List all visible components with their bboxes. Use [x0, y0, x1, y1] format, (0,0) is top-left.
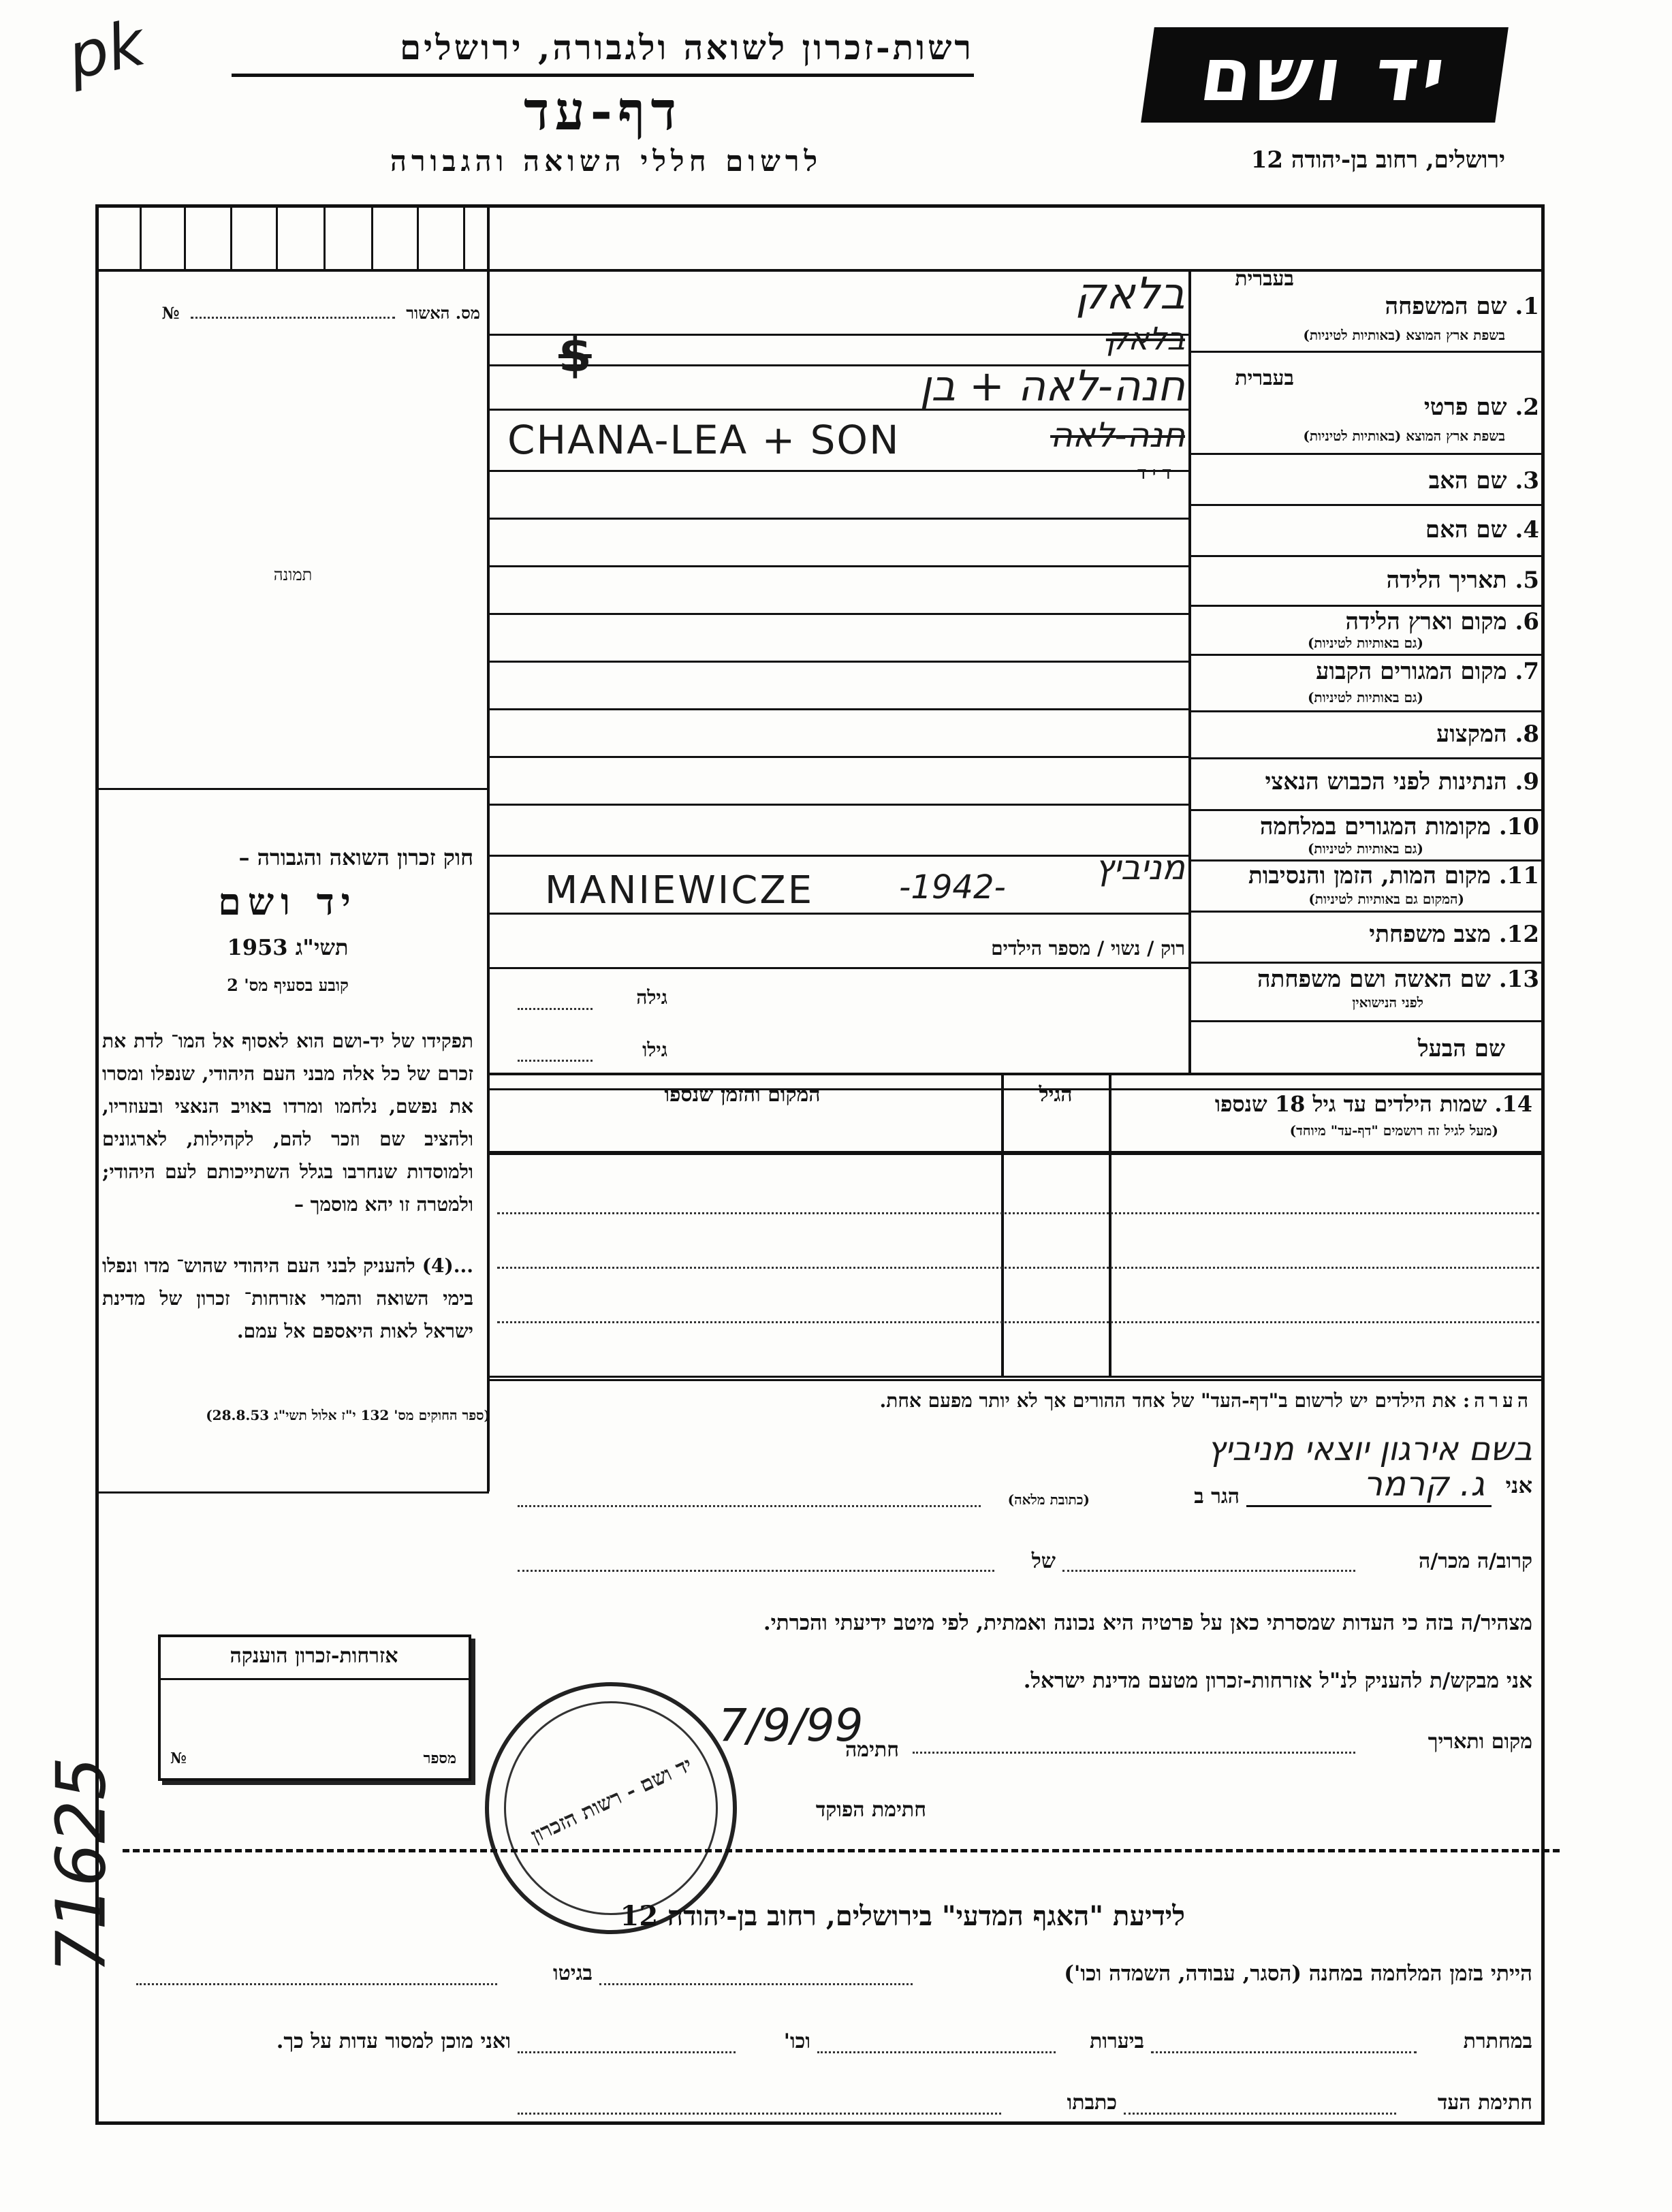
- field-1-label: 1. שם המשפחה: [1385, 293, 1539, 320]
- citizenship-box: [158, 1634, 471, 1781]
- logo: [1141, 27, 1509, 123]
- full-address-label: (כתובת מלאה): [1007, 1491, 1090, 1508]
- field-8-label: 8. המקצוע: [1436, 721, 1539, 748]
- signature-label: חתימה: [845, 1738, 899, 1762]
- handwritten-note: בשם אירגון יוצאי מניביץ: [1207, 1430, 1532, 1468]
- header-underline: [232, 74, 974, 77]
- underground-label: במחתרת: [1463, 2029, 1532, 2053]
- value-death-year: -1942-: [899, 868, 1006, 906]
- value-death-hebrew: מניביץ: [1094, 848, 1185, 887]
- cert-number-label: [109, 303, 480, 323]
- witness-address-label: כתבתו: [1067, 2091, 1117, 2115]
- ready-text: ואני מוכן למסור עדות על כך.: [276, 2029, 511, 2053]
- field-10-label: 10. מקומות המגורים במלחמה: [1259, 813, 1539, 840]
- law-ref: (ספר החוקים מס' 132 י"ז אלול תשי"ג 28.8.53): [206, 1407, 490, 1423]
- camp-text: הייתי בזמן המלחמה במחנה (הסגר, עבודה, השמדה וכו'): [1064, 1961, 1532, 1986]
- official-stamp: [485, 1682, 737, 1934]
- field-3-label: 3. שם האב: [1428, 467, 1539, 494]
- field-1-sub: בשפת ארץ המוצא (באותיות לטיניות): [1303, 327, 1505, 343]
- address: ירושלים, רחוב בן-יהודה 12: [1250, 146, 1505, 174]
- of-label: של: [1031, 1549, 1056, 1573]
- scribble-mark: $: [558, 327, 592, 383]
- official-signature-label: חתימת הפוקד: [815, 1798, 926, 1822]
- form-subtitle: לרשום חללי השואה והגבורה: [390, 144, 823, 178]
- law-clause: קובע בסעיף מס' 2: [227, 975, 349, 995]
- witness-signature-label: חתימת העד: [1437, 2091, 1532, 2115]
- corner-mark: pk: [61, 6, 151, 94]
- field-2-sub: בשפת ארץ המוצא (באותיות לטיניות): [1303, 428, 1505, 444]
- field-14-label: 14. שמות הילדים עד גיל 18 שנספו: [1214, 1091, 1532, 1117]
- field-14-sub: (מעל לגיל זה רושמים "דף-עד" מיוחד): [1289, 1122, 1498, 1139]
- marital-options: רוק / נשוי / מספר הילדים: [991, 937, 1185, 960]
- side-number: 71625: [41, 1756, 121, 1974]
- logo-text: יד ושם: [1195, 32, 1455, 118]
- value-family-hebrew: בלאק: [1075, 269, 1185, 319]
- note: הערה: את הילדים יש לרשום ב"דף-העד" של אחד ההורים אך לא יותר מפעם אחת.: [879, 1389, 1532, 1412]
- law-title: חוק זכרון השואה והגבורה –: [238, 844, 473, 870]
- box-title: אזרחות-זכרון הוענקה: [230, 1644, 398, 1668]
- value-first-small: ד י ד: [1137, 463, 1171, 484]
- form-title: דף-עד: [524, 80, 682, 142]
- field-5-label: 5. תאריך הלידה: [1386, 567, 1539, 594]
- declarant-row: אני: [1505, 1472, 1532, 1498]
- field-7-label: 7. מקום המגורים הקבוע: [1316, 658, 1539, 685]
- authority-name: רשות-זכרון לשואה ולגבורה, ירושלים: [399, 27, 974, 67]
- stamp-text: יד ושם - רשות הזכרון: [527, 1752, 696, 1848]
- declarant-name: ג. קרמר: [1363, 1464, 1485, 1504]
- husband-label: שם הבעל: [1417, 1035, 1505, 1062]
- field-12-label: 12. מצב משפחתי: [1369, 921, 1539, 948]
- date-value: 7/9/99: [719, 1699, 864, 1752]
- photo-label: תמונה: [273, 565, 313, 584]
- lang-hebrew-2: בעברית: [1235, 366, 1294, 390]
- field-6-label: 6. מקום וארץ הלידה: [1345, 608, 1539, 635]
- field-10-sub: (גם באותיות לטיניות): [1307, 840, 1423, 857]
- col-place: המקום והזמן שנספו: [664, 1083, 821, 1107]
- law-year: תשי"ג 1953: [227, 934, 349, 960]
- law-text-2: ...(4) להעניק לבני העם היהודי שהוש־ מדו ונפלו בימי השואה והמרי אזרחות־ זכרון של מדינת ישראל לאות היאספם אל עמם.: [102, 1254, 473, 1342]
- field-4-label: 4. שם האם: [1425, 516, 1539, 543]
- etc-label: וכו': [783, 2029, 810, 2053]
- lang-hebrew-1: בעברית: [1235, 267, 1294, 291]
- forests-label: ביערות: [1089, 2029, 1144, 2053]
- husband-age-label: גילו: [642, 1039, 667, 1061]
- separator: [123, 1849, 1560, 1852]
- field-13-sub: לפני הנישואין: [1352, 994, 1423, 1011]
- value-first-latin: CHANA-LEA + SON: [507, 417, 900, 463]
- field-11-sub: (המקום גם באותיות לטיניות): [1308, 891, 1464, 907]
- law-org: יד ושם: [218, 880, 358, 923]
- field-6-sub: (גם באותיות לטיניות): [1307, 635, 1423, 651]
- no-sign: №: [161, 303, 180, 323]
- place-date-label: מקום ותאריך: [1427, 1730, 1532, 1754]
- value-death-place: MANIEWICZE: [545, 868, 815, 913]
- dept-title: לידיעת "האגף המדעי" בירושלים, רחוב בן-יהודה 12: [620, 1900, 1185, 1932]
- value-first-crossed: חנה-לאה: [1050, 415, 1185, 455]
- resides-label: הגר ב: [1194, 1485, 1240, 1508]
- ghetto-label: בגיטו: [552, 1961, 593, 1985]
- field-7-sub: (גם באותיות לטיניות): [1307, 689, 1423, 706]
- wife-age-label: גילה: [636, 986, 667, 1009]
- box-number-row: מספר №: [170, 1750, 456, 1767]
- relative-label: קרוב/ה מכר/ה: [1419, 1549, 1532, 1573]
- field-13-label: 13. שם האשה ושם משפחתה: [1257, 966, 1539, 993]
- field-11-label: 11. מקום המות, הזמן והנסיבות: [1248, 862, 1539, 889]
- cert-no-label-text: מס. האשור: [406, 303, 480, 323]
- value-family-crossed: בלאק: [1105, 320, 1185, 357]
- law-text-1: תפקידו של יד-ושם הוא לאסוף אל המו־ לדת את זכרם של כל אלה מבני העם היהודי, שנפלו ומסרו את נפשם, נלחמו ומרדו באויב הנאצי ובעוזריו, ולהציב שם וזכר להם, לקהילות, לארגונים ולמוסדות שנחרבו בגלל השתייכותם לעם היהודי; ולמטרה זו יהא מוסמך –: [102, 1030, 473, 1216]
- field-2-label: 2. שם פרטי: [1423, 394, 1539, 421]
- request-text: אני מבקש/ת להעניק לנ"ל אזרחות-זכרון מטעם מדינת ישראל.: [1023, 1669, 1532, 1693]
- field-9-label: 9. הנתינות לפני הכבוש הנאצי: [1265, 768, 1539, 795]
- value-first-hebrew: חנה-לאה + בן: [919, 361, 1185, 411]
- declaration-text: מצהיר/ה בזה כי העדות שמסרתי כאן על פרטיה היא נכונה ואמתית, לפי מיטב ידיעתי והכרתי.: [763, 1611, 1532, 1635]
- col-age: הגיל: [1039, 1083, 1073, 1107]
